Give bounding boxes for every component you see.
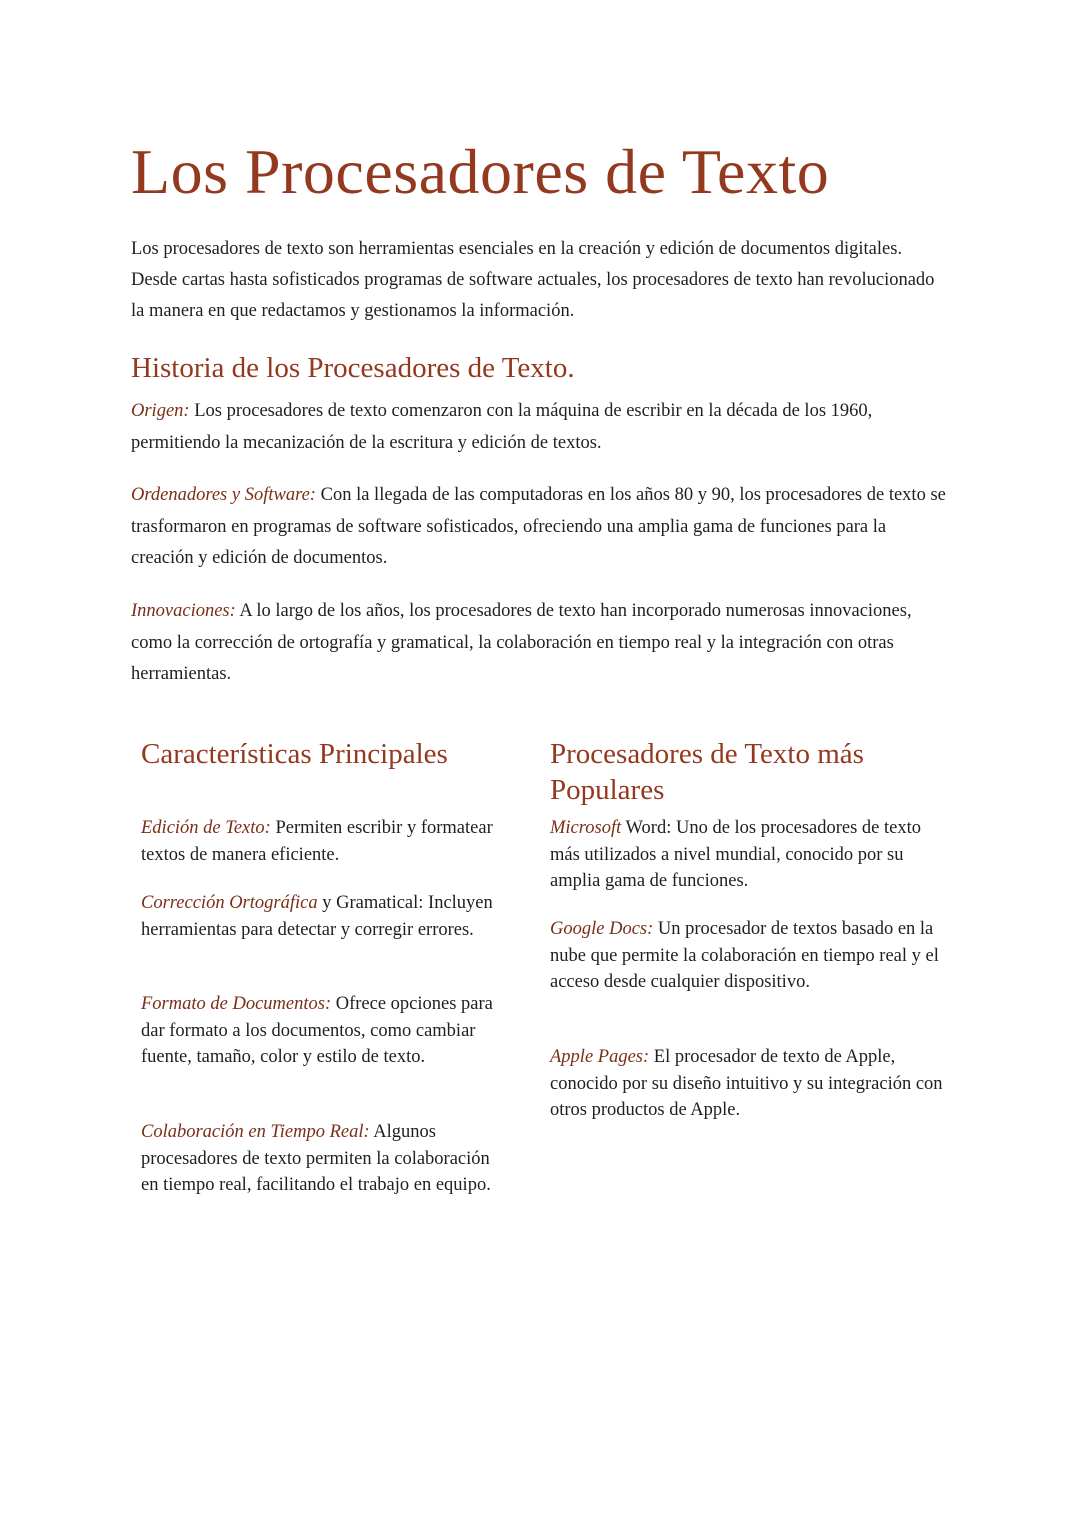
feature-item-formato	[141, 991, 513, 1071]
feature-item-text: Ofrece opciones para dar formato a los documentos, como cambiar fuente, tamaño, color y estilo de texto.	[141, 994, 493, 1067]
popular-item-text: Word: Uno de los procesadores de texto más utilizados a nivel mundial, conocido por su amplia gama de funciones.	[550, 818, 922, 891]
page-title: Los Procesadores de Texto	[131, 136, 830, 207]
popular-item-google-docs	[550, 916, 950, 996]
popular-heading: Procesadores de Texto más Populares	[550, 738, 864, 806]
intro-paragraph: Los procesadores de texto son herramientas esenciales en la creación y edición de documentos digitales. Desde cartas hasta sofisticados programas de software actuales, los procesadores de texto han revolucionado la manera en que redactamos y gestionamos la información.	[131, 239, 935, 321]
history-item-label: Innovaciones:	[131, 601, 236, 621]
history-item-origen	[131, 396, 951, 459]
history-item-label: Ordenadores y Software:	[131, 485, 316, 505]
feature-item-text: y Gramatical: Incluyen herramientas para detectar y corregir errores.	[141, 893, 493, 940]
popular-item-apple-pages	[550, 1044, 950, 1124]
history-heading: Historia de los Procesadores de Texto.	[131, 352, 575, 384]
feature-item-edicion	[141, 815, 501, 868]
feature-item-label: Corrección Ortográfica	[141, 893, 318, 913]
history-item-text: A lo largo de los años, los procesadores de texto han incorporado numerosas innovaciones, como la corrección de ortografía y gramatical, la colaboración en tiempo real y la integración con otras herramientas.	[131, 601, 912, 684]
history-item-text: Los procesadores de texto comenzaron con la máquina de escribir en la década de los 1960, permitiendo la mecanización de la escritura y edición de textos.	[131, 401, 873, 453]
feature-item-label: Formato de Documentos:	[141, 994, 332, 1014]
history-item-ordenadores	[131, 480, 951, 575]
popular-item-text: Un procesador de textos basado en la nube que permite la colaboración en tiempo real y el acceso desde cualquier dispositivo.	[550, 919, 939, 992]
popular-item-label: Microsoft	[550, 818, 622, 838]
feature-item-label: Colaboración en Tiempo Real:	[141, 1122, 370, 1142]
feature-item-correccion	[141, 890, 501, 943]
feature-item-text: Algunos procesadores de texto permiten la colaboración en tiempo real, facilitando el trabajo en equipo.	[141, 1122, 491, 1195]
popular-item-label: Apple Pages:	[550, 1047, 650, 1067]
history-item-text: Con la llegada de las computadoras en los años 80 y 90, los procesadores de texto se trasformaron en programas de software sofisticados, ofreciendo una amplia gama de funciones para la creación y edición de documentos.	[131, 485, 946, 568]
features-heading: Características Principales	[141, 738, 448, 770]
popular-item-text: El procesador de texto de Apple, conocido por su diseño intuitivo y su integración con otros productos de Apple.	[550, 1047, 943, 1120]
history-item-label: Origen:	[131, 401, 190, 421]
popular-item-label: Google Docs:	[550, 919, 654, 939]
feature-item-label: Edición de Texto:	[141, 818, 271, 838]
feature-item-colaboracion	[141, 1119, 503, 1199]
feature-item-text: Permiten escribir y formatear textos de manera eficiente.	[141, 818, 493, 865]
popular-item-microsoft	[550, 815, 930, 895]
history-item-innovaciones	[131, 596, 951, 691]
